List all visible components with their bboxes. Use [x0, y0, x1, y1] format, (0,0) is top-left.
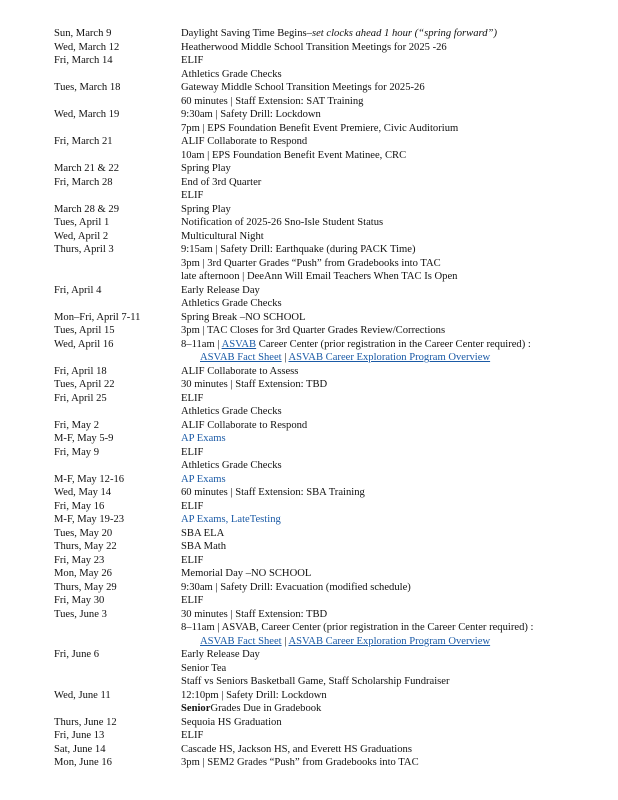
entry-date: Wed, May 14 [54, 487, 112, 498]
calendar-entry [54, 419, 594, 433]
entry-date: Mon–Fri, April 7-11 [54, 311, 141, 323]
entry-events [181, 135, 594, 162]
event-line [181, 216, 594, 230]
event-text: 3pm | TAC Closes for 3rd Quarter Grades Review/Corrections [181, 325, 446, 336]
event-text: Spring Play [181, 163, 231, 174]
event-link[interactable]: ASVAB Career Exploration Program Overview [288, 635, 491, 647]
event-line [181, 635, 594, 649]
entry-events [181, 81, 594, 108]
event-line [181, 81, 594, 95]
event-text: ALIF Collaborate to Respond [181, 419, 308, 431]
event-text: SBA ELA [181, 527, 225, 539]
event-text: Sequoia HS Graduation [181, 716, 282, 728]
event-text: 3pm | 3rd Quarter Grades “Push” from Gradebooks into TAC [181, 257, 441, 269]
event-text: ELIF [181, 190, 204, 201]
event-text: ELIF [181, 446, 204, 458]
calendar-entry [54, 162, 594, 176]
calendar-entry [54, 581, 594, 595]
entry-date: Tues, May 20 [54, 527, 113, 539]
event-text: 12:10pm | Safety Drill: Lockdown [181, 689, 327, 701]
calendar-list [54, 27, 594, 770]
event-line [181, 621, 594, 635]
event-text: 9:30am | Safety Drill: Lockdown [181, 109, 321, 120]
event-line [181, 351, 594, 365]
entry-events [181, 513, 594, 527]
event-text: Career Center (prior registration in the Career Center required) : [256, 338, 531, 350]
entry-events [181, 41, 594, 55]
calendar-entry [54, 338, 594, 365]
entry-events [181, 162, 594, 176]
event-text: Early Release Day [181, 649, 260, 660]
calendar-entry [54, 608, 594, 649]
calendar-entry [54, 513, 594, 527]
event-line [181, 338, 594, 352]
event-text: ELIF [181, 595, 204, 606]
calendar-entry [54, 648, 594, 689]
event-line [181, 95, 594, 109]
event-text: Athletics Grade Checks [181, 68, 282, 80]
event-text: Gateway Middle School Transition Meetings for 2025-26 [181, 82, 425, 93]
entry-events [181, 243, 594, 284]
event-link[interactable]: ASVAB Fact Sheet [200, 352, 282, 363]
calendar-entry [54, 432, 594, 446]
entry-date: Fri, March 28 [54, 176, 113, 188]
event-line [181, 702, 594, 716]
event-text: 7pm | EPS Foundation Benefit Event Premiere, Civic Auditorium [181, 122, 459, 134]
event-line [181, 270, 594, 284]
event-text: AP Exams, LateTesting [181, 514, 281, 525]
entry-events [181, 729, 594, 743]
event-text: ELIF [181, 554, 204, 566]
calendar-entry [54, 81, 594, 108]
calendar-entry [54, 311, 594, 325]
event-line [181, 230, 594, 244]
event-line [181, 608, 594, 622]
event-link[interactable]: ASVAB Career Exploration Program Overview [288, 352, 491, 363]
event-line [181, 149, 594, 163]
entry-date: Tues, April 15 [54, 325, 115, 336]
event-text: Athletics Grade Checks [181, 298, 282, 309]
calendar-entry [54, 230, 594, 244]
event-line [181, 203, 594, 217]
event-line [181, 311, 594, 325]
entry-date: Mon, May 26 [54, 568, 112, 579]
entry-events [181, 486, 594, 500]
entry-events [181, 594, 594, 608]
event-line [181, 419, 594, 433]
entry-events [181, 716, 594, 730]
entry-events [181, 432, 594, 446]
calendar-entry [54, 689, 594, 716]
event-line [181, 27, 594, 41]
event-text: | [281, 352, 289, 363]
entry-events [181, 554, 594, 568]
entry-date: Sat, June 14 [54, 743, 106, 755]
entry-events [181, 338, 594, 365]
event-line [181, 594, 594, 608]
event-line [181, 54, 594, 68]
calendar-entry [54, 216, 594, 230]
calendar-entry [54, 500, 594, 514]
calendar-entry [54, 176, 594, 203]
entry-events [181, 284, 594, 311]
calendar-entry [54, 567, 594, 581]
event-text: Notification of 2025-26 Sno-Isle Student Status [181, 217, 384, 228]
entry-events [181, 689, 594, 716]
event-line [181, 527, 594, 541]
event-line [181, 108, 594, 122]
event-line [181, 648, 594, 662]
event-text: AP Exams [181, 473, 226, 485]
event-line [181, 176, 594, 190]
event-line [181, 554, 594, 568]
event-line [181, 486, 594, 500]
entry-date: Wed, June 11 [54, 689, 111, 701]
event-line [181, 540, 594, 554]
calendar-entry [54, 473, 594, 487]
entry-date: Fri, March 14 [54, 55, 113, 66]
calendar-entry [54, 392, 594, 419]
calendar-entry [54, 716, 594, 730]
event-line [181, 68, 594, 82]
event-link[interactable]: ASVAB Fact Sheet [200, 635, 282, 647]
calendar-entry [54, 729, 594, 743]
entry-date: Wed, April 16 [54, 338, 114, 350]
event-text: 60 minutes | Staff Extension: SAT Training [181, 95, 364, 107]
event-text: ALIF Collaborate to Assess [181, 365, 299, 377]
event-line [181, 297, 594, 311]
event-line [181, 513, 594, 527]
entry-date: March 21 & 22 [54, 163, 120, 174]
entry-date: Mon, June 16 [54, 757, 112, 768]
event-line [181, 405, 594, 419]
calendar-entry [54, 284, 594, 311]
event-text: –set clocks ahead 1 hour (“spring forward”) [306, 28, 497, 39]
event-line [181, 324, 594, 338]
entry-events [181, 648, 594, 689]
entry-date: Fri, March 21 [54, 136, 113, 147]
event-text: 8–11am | [181, 338, 222, 350]
event-text: Grades Due in Gradebook [210, 703, 322, 714]
event-line [181, 392, 594, 406]
event-text: 3pm | SEM2 Grades “Push” from Gradebooks into TAC [181, 757, 419, 768]
event-line [181, 581, 594, 595]
event-text: ELIF [181, 500, 204, 512]
event-text: Daylight Saving Time Begins [181, 28, 307, 39]
event-text: 10am | EPS Foundation Benefit Event Matinee, CRC [181, 149, 407, 161]
entry-events [181, 324, 594, 338]
calendar-entry [54, 54, 594, 81]
event-text: ELIF [181, 392, 204, 404]
event-text: Spring Play [181, 203, 231, 215]
entry-date: Tues, June 3 [54, 608, 107, 620]
entry-date: Fri, June 6 [54, 649, 100, 660]
calendar-entry [54, 243, 594, 284]
event-line [181, 432, 594, 446]
entry-events [181, 446, 594, 473]
calendar-entry [54, 324, 594, 338]
event-text: AP Exams [181, 433, 226, 444]
event-line [181, 662, 594, 676]
entry-events [181, 743, 594, 757]
event-text: Early Release Day [181, 284, 260, 296]
entry-date: Thurs, April 3 [54, 244, 114, 255]
event-line [181, 716, 594, 730]
entry-events [181, 365, 594, 379]
event-line [181, 162, 594, 176]
event-text: 9:15am | Safety Drill: Earthquake (during PACK Time) [181, 244, 416, 255]
entry-events [181, 567, 594, 581]
entry-events [181, 203, 594, 217]
entry-events [181, 108, 594, 135]
calendar-entry [54, 756, 594, 770]
entry-events [181, 392, 594, 419]
entry-events [181, 378, 594, 392]
calendar-entry [54, 594, 594, 608]
entry-date: March 28 & 29 [54, 203, 120, 215]
event-line [181, 500, 594, 514]
entry-date: Thurs, June 12 [54, 716, 117, 728]
event-text: late afternoon | DeeAnn Will Email Teachers When TAC Is Open [181, 271, 458, 282]
entry-events [181, 216, 594, 230]
event-text: 30 minutes | Staff Extension: TBD [181, 608, 328, 620]
event-line [181, 689, 594, 703]
entry-date: M-F, May 12-16 [54, 473, 125, 485]
entry-date: Fri, June 13 [54, 730, 105, 741]
event-line [181, 41, 594, 55]
entry-events [181, 311, 594, 325]
event-link[interactable]: ASVAB [221, 338, 257, 350]
entry-events [181, 608, 594, 649]
event-line [181, 257, 594, 271]
entry-date: Thurs, May 22 [54, 541, 117, 552]
entry-date: Fri, May 2 [54, 419, 100, 431]
event-text: End of 3rd Quarter [181, 176, 262, 188]
entry-date: Tues, April 22 [54, 379, 115, 390]
event-text: SBA Math [181, 541, 227, 552]
event-text: Heatherwood Middle School Transition Meetings for 2025 -26 [181, 41, 447, 53]
calendar-entry [54, 27, 594, 41]
event-line [181, 473, 594, 487]
calendar-entry [54, 108, 594, 135]
event-line [181, 135, 594, 149]
entry-events [181, 527, 594, 541]
entry-events [181, 756, 594, 770]
entry-date: Wed, March 12 [54, 41, 120, 53]
entry-date: Fri, May 23 [54, 554, 105, 566]
calendar-entry [54, 540, 594, 554]
calendar-entry [54, 365, 594, 379]
event-text: Memorial Day –NO SCHOOL [181, 568, 312, 579]
event-line [181, 567, 594, 581]
entry-date: Wed, March 19 [54, 109, 120, 120]
event-text: 8–11am | ASVAB, Career Center (prior registration in the Career Center required) : [181, 622, 534, 633]
entry-date: Fri, May 9 [54, 446, 100, 458]
entry-date: Tues, March 18 [54, 82, 121, 93]
entry-date: Sun, March 9 [54, 28, 112, 39]
entry-date: Fri, April 4 [54, 284, 102, 296]
calendar-entry [54, 527, 594, 541]
event-line [181, 459, 594, 473]
event-line [181, 378, 594, 392]
event-line [181, 189, 594, 203]
event-text: 9:30am | Safety Drill: Evacuation (modified schedule) [181, 581, 411, 593]
entry-events [181, 419, 594, 433]
event-text: Senior [181, 703, 211, 714]
event-line [181, 122, 594, 136]
event-text: | [281, 635, 289, 647]
calendar-entry [54, 41, 594, 55]
event-line [181, 243, 594, 257]
event-text: Athletics Grade Checks [181, 406, 282, 417]
event-text: ALIF Collaborate to Respond [181, 136, 308, 147]
entry-date: Fri, May 30 [54, 595, 105, 606]
entry-date: Fri, April 18 [54, 365, 107, 377]
event-text: Spring Break –NO SCHOOL [181, 311, 306, 323]
entry-date: Tues, April 1 [54, 217, 110, 228]
calendar-entry [54, 446, 594, 473]
entry-events [181, 473, 594, 487]
event-line [181, 446, 594, 460]
calendar-entry [54, 378, 594, 392]
entry-date: M-F, May 19-23 [54, 514, 125, 525]
entry-events [181, 500, 594, 514]
event-text: Staff vs Seniors Basketball Game, Staff Scholarship Fundraiser [181, 676, 450, 687]
event-line [181, 365, 594, 379]
calendar-entry [54, 743, 594, 757]
event-text: ELIF [181, 55, 204, 66]
entry-events [181, 27, 594, 41]
entry-date: Fri, May 16 [54, 500, 105, 512]
event-text: Cascade HS, Jackson HS, and Everett HS Graduations [181, 743, 412, 755]
entry-events [181, 230, 594, 244]
calendar-entry [54, 135, 594, 162]
event-text: 60 minutes | Staff Extension: SBA Training [181, 487, 365, 498]
event-line [181, 729, 594, 743]
event-line [181, 756, 594, 770]
entry-date: Fri, April 25 [54, 392, 107, 404]
event-text: Multicultural Night [181, 230, 264, 242]
entry-events [181, 540, 594, 554]
entry-events [181, 54, 594, 81]
entry-date: M-F, May 5-9 [54, 433, 114, 444]
entry-date: Wed, April 2 [54, 230, 109, 242]
event-line [181, 743, 594, 757]
calendar-entry [54, 554, 594, 568]
event-line [181, 284, 594, 298]
event-text: 30 minutes | Staff Extension: TBD [181, 379, 328, 390]
event-text: Athletics Grade Checks [181, 460, 282, 471]
event-line [181, 675, 594, 689]
entry-events [181, 581, 594, 595]
calendar-entry [54, 203, 594, 217]
event-text: ELIF [181, 730, 204, 741]
event-text: Senior Tea [181, 662, 227, 674]
entry-events [181, 176, 594, 203]
calendar-entry [54, 486, 594, 500]
entry-date: Thurs, May 29 [54, 581, 117, 593]
